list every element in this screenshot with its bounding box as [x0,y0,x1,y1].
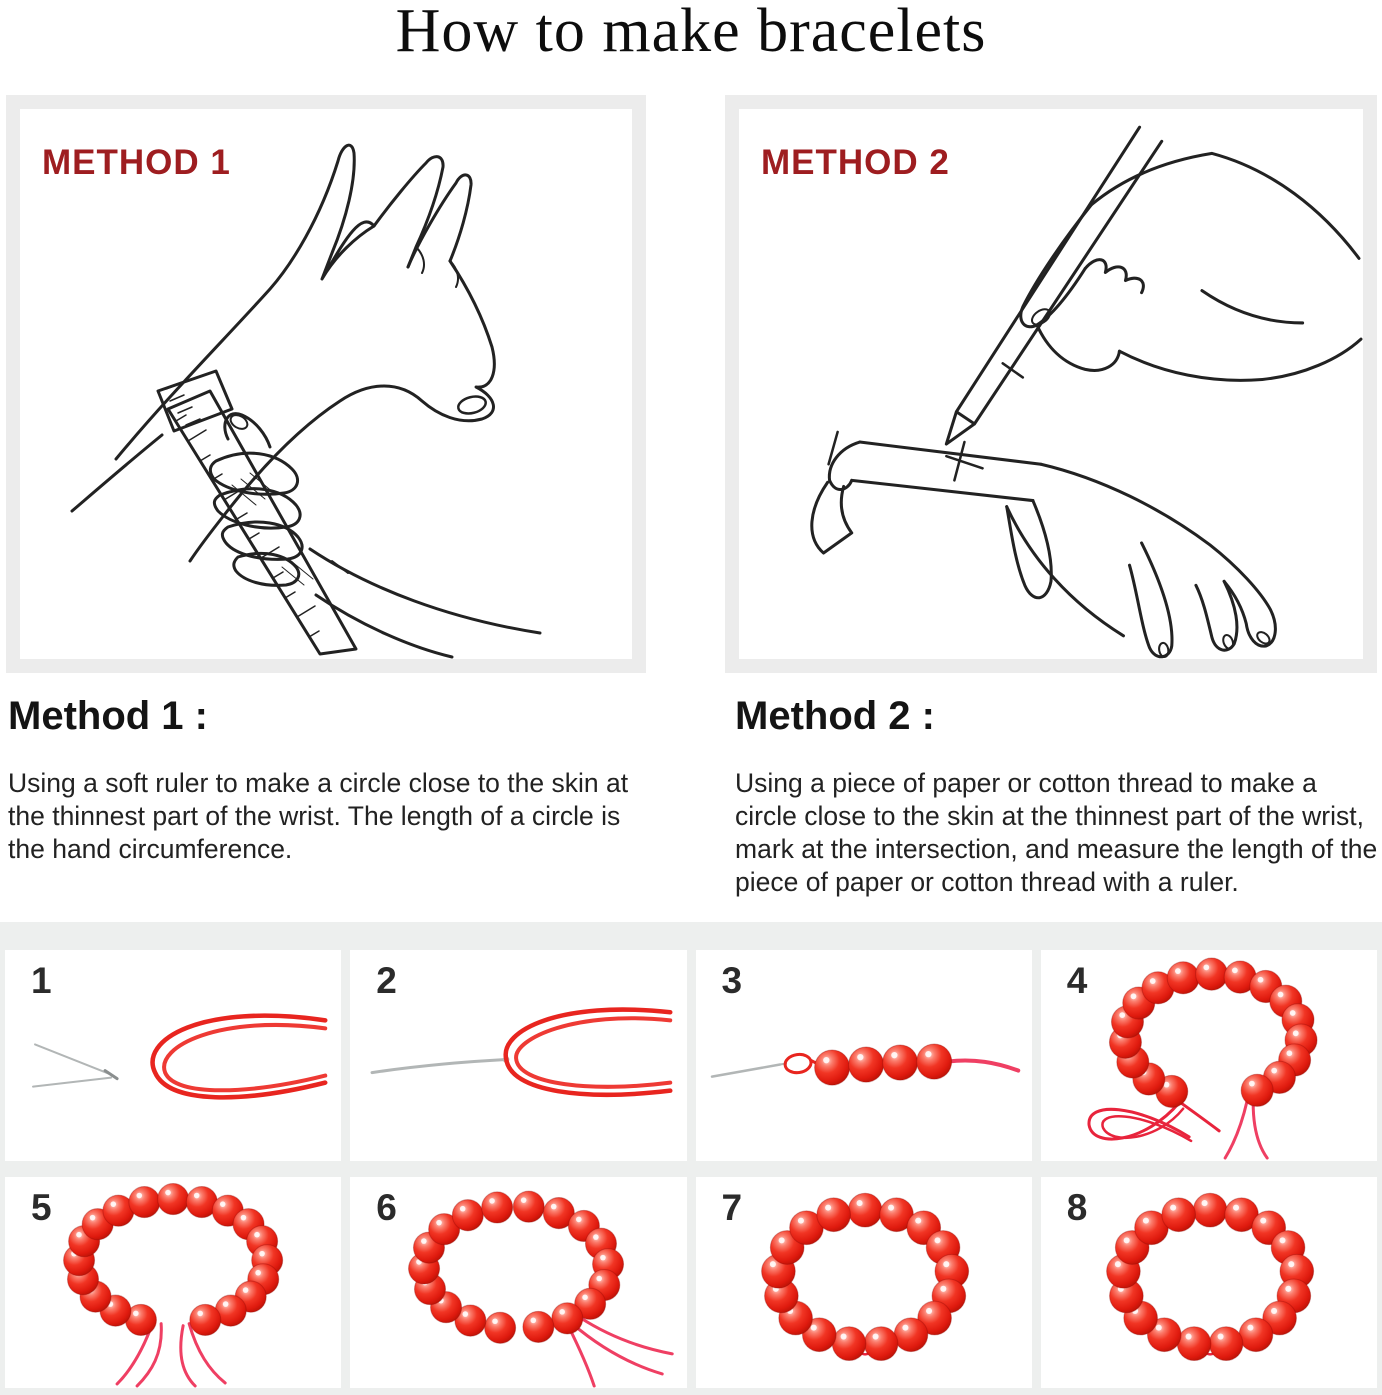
step-number: 6 [376,1187,397,1228]
method2-panel-inner [739,109,1363,659]
method1-panel-label: METHOD 1 [42,143,231,182]
step-cell-7 [696,1177,1032,1388]
step-3-illustration [696,950,1032,1161]
method1-panel [6,95,646,673]
method2-text-block [735,694,1380,898]
step-5-illustration [5,1177,341,1388]
step-cell-8 [1041,1177,1377,1388]
step-number: 5 [31,1187,52,1228]
step-number: 8 [1066,1187,1088,1228]
step-number: 2 [376,960,397,1001]
wrist-soft-ruler-illustration [20,109,632,659]
step-6-illustration [350,1177,686,1388]
step-cell-5 [5,1177,341,1388]
step-number: 7 [721,1187,743,1228]
step-2-illustration [350,950,686,1161]
step-cell-1 [5,950,341,1161]
step-number: 1 [31,960,52,1001]
page-title: How to make bracelets [395,0,987,65]
method2-panel-label: METHOD 2 [761,143,950,182]
method2-description: Using a piece of paper or cotton thread to make a circle close to the skin at the thinnest part of the wrist, mark at the intersection, and measure the length of the piece of paper or cotton thread with a ruler. [735,768,1378,897]
wrist-pen-marking-illustration [739,109,1363,659]
steps-grid [0,922,1382,1395]
step-8-illustration [1041,1177,1377,1388]
method1-heading: Method 1 : [8,694,208,738]
step-4-illustration [1041,950,1377,1161]
step-cell-3 [696,950,1032,1161]
step-cell-4 [1041,950,1377,1161]
method1-text-block [8,694,643,866]
method1-panel-inner [20,109,632,659]
step-cell-2 [350,950,686,1161]
method2-heading: Method 2 : [735,694,935,738]
step-number: 3 [721,960,743,1001]
step-7-illustration [696,1177,1032,1388]
method2-panel [725,95,1377,673]
method1-description: Using a soft ruler to make a circle close to the skin at the thinnest part of the wrist. The length of a circle is the hand circumference. [8,768,629,864]
step-cell-6 [350,1177,686,1388]
step-1-illustration [5,950,341,1161]
step-number: 4 [1066,960,1088,1001]
